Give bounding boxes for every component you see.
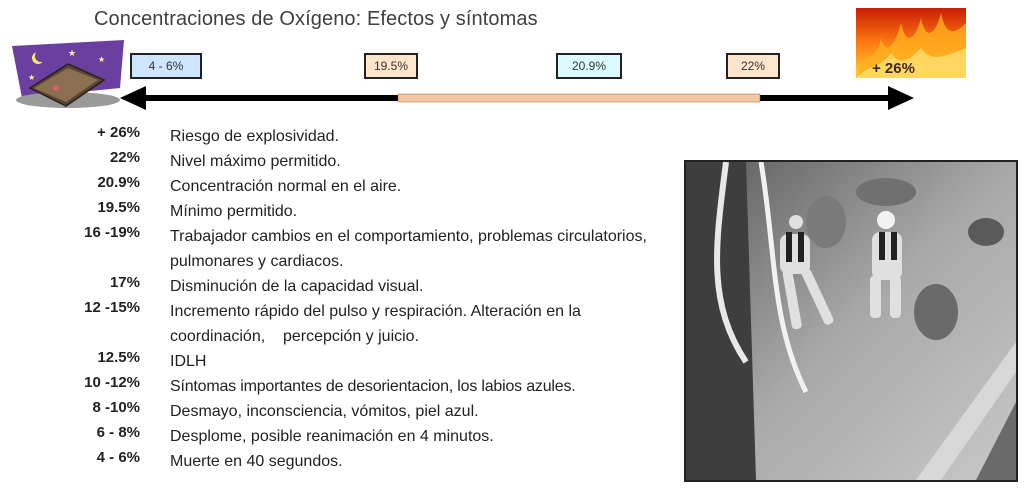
effect-row [0, 174, 700, 198]
effect-percent: 12.5% [97, 349, 140, 366]
effect-description: Desmayo, inconsciencia, vómitos, piel azul. [170, 403, 479, 420]
effect-description: Incremento rápido del pulso y respiración. Alteración en la coordinación, percepción y juicio. [170, 303, 586, 345]
effect-row [0, 374, 700, 398]
scale-marker-label: 20.9% [571, 59, 607, 73]
oxygen-scale-arrow [120, 84, 916, 112]
effect-row [0, 424, 700, 448]
effect-description: Riesgo de explosividad. [170, 128, 339, 145]
svg-text:★: ★ [98, 55, 106, 64]
effect-percent: 16 -19% [84, 224, 140, 241]
svg-text:★: ★ [68, 49, 77, 59]
effect-description: Nivel máximo permitido. [170, 153, 341, 170]
effect-percent: 8 -10% [92, 399, 140, 416]
scale-marker-19-5 [364, 53, 418, 79]
effect-description: Muerte en 40 segundos. [170, 453, 343, 470]
arrow-left-head [120, 86, 146, 110]
fire-image [856, 8, 966, 78]
effect-row [0, 449, 700, 473]
effect-row [0, 399, 700, 423]
effect-description: Mínimo permitido. [170, 203, 298, 220]
effect-percent: 22% [109, 149, 140, 166]
effect-percent: 19.5% [97, 199, 140, 216]
effect-percent: + 26% [97, 124, 140, 141]
effect-row [0, 149, 700, 173]
safe-range-band [398, 94, 760, 102]
effect-percent: 17% [109, 274, 140, 291]
arrow-right-head [888, 86, 914, 110]
scale-marker-20-9 [556, 53, 622, 79]
scale-marker-label: 4 - 6% [148, 59, 184, 73]
effect-row [0, 199, 700, 223]
effect-row [0, 349, 700, 373]
scale-marker-22 [726, 53, 780, 79]
scale-marker-4-6 [130, 53, 202, 79]
effect-description: Desplome, posible reanimación en 4 minutos. [170, 428, 494, 445]
effect-percent: 10 -12% [84, 374, 140, 391]
effect-description: Trabajador cambios en el comportamiento, problemas circulatorios, pulmonares y cardiacos. [170, 228, 647, 270]
effect-description: Concentración normal en el aire. [170, 178, 402, 195]
coffin-icon [8, 40, 126, 110]
svg-text:★: ★ [28, 73, 36, 82]
fire-label: + 26% [872, 60, 915, 77]
effect-description: Síntomas importantes de desorientacion, los labios azules. [170, 378, 576, 395]
effect-percent: 20.9% [97, 174, 140, 191]
confined-space-photo [684, 160, 1018, 482]
effect-description: Disminución de la capacidad visual. [170, 278, 424, 295]
effect-row [0, 224, 700, 274]
effect-description: IDLH [170, 353, 207, 370]
slide-title: Concentraciones de Oxígeno: Efectos y síntomas [94, 8, 538, 30]
effect-percent: 4 - 6% [96, 449, 140, 466]
scale-marker-label: 19.5% [373, 59, 409, 73]
scale-marker-label: 22% [740, 59, 766, 73]
effect-percent: 6 - 8% [96, 424, 140, 441]
effect-row [0, 124, 700, 148]
effect-percent: 12 -15% [84, 299, 140, 316]
effect-row [0, 299, 700, 349]
effect-row [0, 274, 700, 298]
